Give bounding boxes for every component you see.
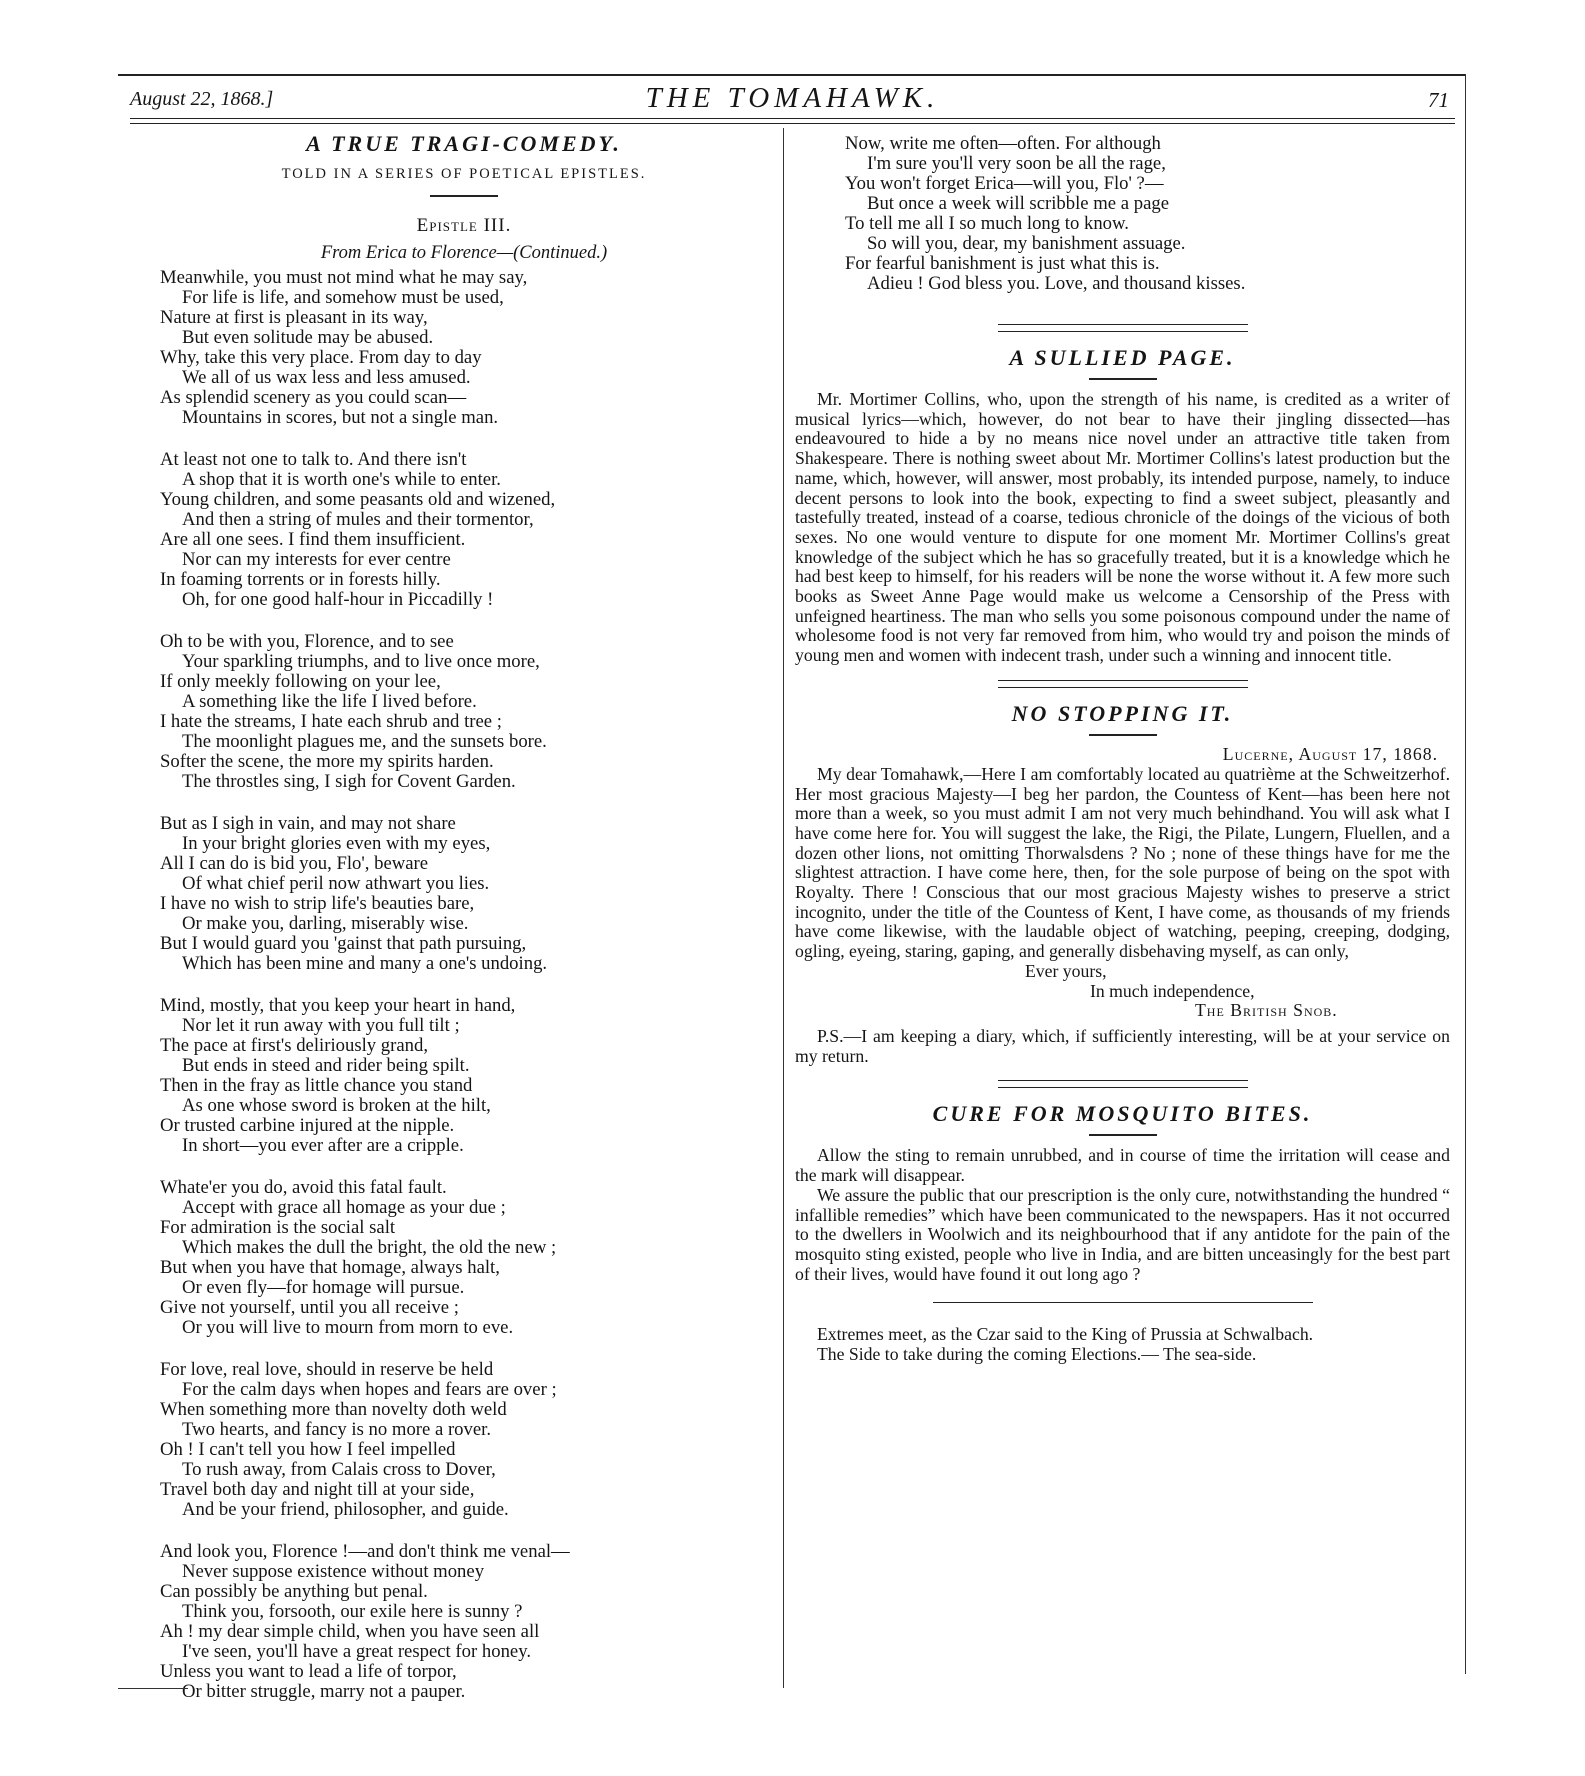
poem-line: But ends in steed and rider being spilt. bbox=[182, 1055, 470, 1076]
poem-stanza bbox=[160, 996, 768, 1156]
poem-stanza bbox=[160, 814, 768, 974]
poem-line: To tell me all I so much long to know. bbox=[845, 213, 1129, 234]
paragraph: My dear Tomahawk,—Here I am comfortably located au quatrième at the Schweitzerhof. Her most gracious Majesty—I beg her pardon, the Countess of Kent—has been here not more than a week, so you must admit I am not very much behindhand. You will ask what I have come here for. You will suggest the lake, the Rigi, the Pilate, Lungern, Fluellen, and a dozen other lions, not omitting Thorwalsdens ? No ; none of these things have for me the slightest attraction. I have come here, then, for the sole purpose of being on the spot with Royalty. There ! Conscious that our most gracious Majesty wishes to preserve a strict incognito, under the title of the Countess of Kent, I have come, as thousands of my friends have come likewise, with the laudable object of watching, peeping, creeping, dodging, ogling, eyeing, staring, gaping, and generally disbehaving myself, as can only, bbox=[795, 763, 1450, 962]
masthead bbox=[130, 82, 1455, 116]
poem-stanza bbox=[160, 1360, 768, 1520]
poem-ending bbox=[845, 134, 1450, 294]
poem-line: For fearful banishment is just what this is. bbox=[845, 253, 1160, 274]
poem-line: In your bright glories even with my eyes, bbox=[182, 833, 491, 854]
header-rule bbox=[130, 118, 1455, 119]
poem-line: Which has been mine and many a one's undoing. bbox=[182, 953, 548, 974]
title-rule bbox=[1089, 734, 1157, 736]
section-title-no-stopping-it: NO STOPPING IT. bbox=[1011, 700, 1234, 726]
poem-line: When something more than novelty doth weld bbox=[160, 1399, 507, 1420]
section-divider bbox=[998, 1080, 1248, 1088]
section-title-mosquito: CURE FOR MOSQUITO BITES. bbox=[932, 1101, 1313, 1127]
issue-date: August 22, 1868.] bbox=[130, 88, 274, 110]
poem-line: But even solitude may be abused. bbox=[182, 327, 434, 348]
letter-dateline: Lucerne, August 17, 1868. bbox=[1222, 743, 1438, 764]
letter-signature: The British Snob. bbox=[1195, 1000, 1338, 1021]
poem-line: Of what chief peril now athwart you lies. bbox=[182, 873, 490, 894]
letter-closing: In much independence, bbox=[1090, 980, 1255, 1001]
poem-line: I hate the streams, I hate each shrub and tree ; bbox=[160, 711, 502, 732]
letter-postscript bbox=[795, 1027, 1450, 1066]
epistle-subheading: From Erica to Florence—(Continued.) bbox=[320, 243, 608, 263]
poem-line: Think you, forsooth, our exile here is sunny ? bbox=[182, 1601, 523, 1622]
poem-line: But I would guard you 'gainst that path pursuing, bbox=[160, 933, 527, 954]
section-divider bbox=[998, 680, 1248, 688]
poem-line: Meanwhile, you must not mind what he may say, bbox=[160, 267, 528, 288]
poem-line: So will you, dear, my banishment assuage. bbox=[867, 233, 1186, 254]
epistle-heading: Epistle III. bbox=[416, 215, 512, 236]
poem-line: Ah ! my dear simple child, when you have seen all bbox=[160, 1621, 540, 1642]
poem-line: Adieu ! God bless you. Love, and thousand kisses. bbox=[867, 273, 1246, 294]
poem-stanza bbox=[160, 632, 768, 792]
header-rule bbox=[130, 123, 1455, 124]
poem-line: Are all one sees. I find them insufficient. bbox=[160, 529, 466, 550]
poem-line: We all of us wax less and less amused. bbox=[182, 367, 471, 388]
poem-line: Your sparkling triumphs, and to live once more, bbox=[182, 651, 540, 672]
poem-line: And look you, Florence !—and don't think me venal— bbox=[160, 1541, 570, 1562]
poem-line: Nor let it run away with you full tilt ; bbox=[182, 1015, 460, 1036]
column-divider bbox=[783, 128, 784, 1688]
poem-line: Whate'er you do, avoid this fatal fault. bbox=[160, 1177, 447, 1198]
poem-line: Travel both day and night till at your side, bbox=[160, 1479, 475, 1500]
right-margin-rule bbox=[1465, 74, 1466, 1674]
poem-line: Never suppose existence without money bbox=[182, 1561, 485, 1582]
poem-line: The moonlight plagues me, and the sunsets bore. bbox=[182, 731, 547, 752]
poem-line: Nature at first is pleasant in its way, bbox=[160, 307, 428, 328]
poem-line: To rush away, from Calais cross to Dover, bbox=[182, 1459, 496, 1480]
paragraph: Allow the sting to remain unrubbed, and in course of time the irritation will cease and the mark will disappear. bbox=[795, 1145, 1450, 1186]
article-sullied-page bbox=[795, 390, 1450, 666]
paragraph-extremes-meet: Extremes meet, as the Czar said to the King of Prussia at Schwalbach. bbox=[817, 1324, 1314, 1345]
poem-line: I've seen, you'll have a great respect for honey. bbox=[182, 1641, 532, 1662]
poem-line: And then a string of mules and their tormentor, bbox=[182, 509, 534, 530]
article-mosquito bbox=[795, 1146, 1450, 1284]
poem-line: I'm sure you'll very soon be all the rage, bbox=[867, 153, 1166, 174]
title-rule bbox=[1089, 378, 1157, 380]
poem-line: If only meekly following on your lee, bbox=[160, 671, 441, 692]
poem-line: For love, real love, should in reserve be held bbox=[160, 1359, 494, 1380]
poem-line: You won't forget Erica—will you, Flo' ?— bbox=[845, 173, 1164, 194]
poem bbox=[160, 268, 768, 1702]
paragraphs-short-items bbox=[795, 1325, 1450, 1364]
poem-stanza bbox=[160, 1542, 768, 1702]
poem-line: As splendid scenery as you could scan— bbox=[160, 387, 467, 408]
poem-line: And be your friend, philosopher, and guide. bbox=[182, 1499, 509, 1520]
poem-line: As one whose sword is broken at the hilt, bbox=[182, 1095, 491, 1116]
poem-line: Or you will live to mourn from morn to eve. bbox=[182, 1317, 514, 1338]
paragraph: P.S.—I am keeping a diary, which, if sufficiently interesting, will be at your service on my return. bbox=[795, 1025, 1450, 1066]
poem-line: Then in the fray as little chance you stand bbox=[160, 1075, 473, 1096]
poem-line: Oh to be with you, Florence, and to see bbox=[160, 631, 454, 652]
poem-line: For the calm days when hopes and fears are over ; bbox=[182, 1379, 557, 1400]
poem-line: I have no wish to strip life's beauties bare, bbox=[160, 893, 475, 914]
poem-line: Oh, for one good half-hour in Piccadilly ! bbox=[182, 589, 494, 610]
poem-line: Or trusted carbine injured at the nipple. bbox=[160, 1115, 455, 1136]
poem-line: Nor can my interests for ever centre bbox=[182, 549, 451, 570]
poem-line: All I can do is bid you, Flo', beware bbox=[160, 853, 429, 874]
letter-closing: Ever yours, bbox=[1025, 960, 1107, 981]
right-column bbox=[795, 130, 1450, 1365]
poem-line: The throstles sing, I sigh for Covent Garden. bbox=[182, 771, 516, 792]
poem-line: But when you have that homage, always halt, bbox=[160, 1257, 500, 1278]
poem-line: Which makes the dull the bright, the old the new ; bbox=[182, 1237, 557, 1258]
title-rule bbox=[430, 195, 498, 197]
poem-line: Why, take this very place. From day to day bbox=[160, 347, 482, 368]
paragraph: Mr. Mortimer Collins, who, upon the strength of his name, is credited as a writer of musical lyrics—which, however, do not bear to have their jingling dissected—has endeavoured to hide a by no means nice novel under an attractive title taken from Shakespeare. There is nothing sweet about Mr. Mortimer Collins's latest production but the name, which, however, will answer, most probably, its intended purpose, namely, to induce decent persons to look into the book, expecting to find a sweet subject, pleasantly and tastefully treated, instead of a coarse, tedious chronicle of the doings of the vicious of both sexes. No one would venture to dispute for one moment Mr. Mortimer Collins's great knowledge of the subject which he has so gracefully treated, but it is a knowledge which he had best keep to himself, for his readers will be none the worse without it. A few more such books as Sweet Anne Page would make us welcome a Censorship of the Press with unfeigned heartiness. The man who sells you some poisonous compound under the name of wholesome food is not very far removed from him, who would try and poison the minds of young men and women with indecent trash, under such a winning and innocent title. bbox=[795, 389, 1450, 666]
page-number: 71 bbox=[1428, 88, 1449, 112]
poem-line: A shop that it is worth one's while to enter. bbox=[182, 469, 501, 490]
poem-line: Or make you, darling, miserably wise. bbox=[182, 913, 469, 934]
poem-line: Or bitter struggle, marry not a pauper. bbox=[182, 1681, 466, 1702]
poem-line: The pace at first's deliriously grand, bbox=[160, 1035, 429, 1056]
left-column bbox=[160, 130, 768, 1702]
poem-line: For life is life, and somehow must be used, bbox=[182, 287, 504, 308]
article-no-stopping-it bbox=[795, 765, 1450, 962]
publication-title: THE TOMAHAWK. bbox=[645, 82, 940, 114]
poem-line: Accept with grace all homage as your due ; bbox=[182, 1197, 506, 1218]
poem-line: For admiration is the social salt bbox=[160, 1217, 396, 1238]
poem-line: Unless you want to lead a life of torpor, bbox=[160, 1661, 457, 1682]
top-rule bbox=[118, 74, 1466, 76]
poem-stanza bbox=[160, 1178, 768, 1338]
poem-line: Mind, mostly, that you keep your heart in hand, bbox=[160, 995, 516, 1016]
poem-line: In short—you ever after are a cripple. bbox=[182, 1135, 464, 1156]
poem-line: But as I sigh in vain, and may not share bbox=[160, 813, 456, 834]
poem-line: A something like the life I lived before. bbox=[182, 691, 477, 712]
article-title: A TRUE TRAGI-COMEDY. bbox=[306, 131, 622, 156]
poem-line: Two hearts, and fancy is no more a rover. bbox=[182, 1419, 492, 1440]
poem-line: Softer the scene, the more my spirits harden. bbox=[160, 751, 494, 772]
poem-line: Or even fly—for homage will pursue. bbox=[182, 1277, 465, 1298]
poem-line: Young children, and some peasants old and wizened, bbox=[160, 489, 556, 510]
poem-line: Now, write me often—often. For although bbox=[845, 133, 1161, 154]
poem-line: At least not one to talk to. And there isn't bbox=[160, 449, 467, 470]
poem-stanza bbox=[160, 450, 768, 610]
section-divider bbox=[998, 324, 1248, 332]
poem-line: Oh ! I can't tell you how I feel impelled bbox=[160, 1439, 456, 1460]
poem-line: Mountains in scores, but not a single man. bbox=[182, 407, 499, 428]
poem-line: In foaming torrents or in forests hilly. bbox=[160, 569, 441, 590]
poem-line: But once a week will scribble me a page bbox=[867, 193, 1170, 214]
paragraph-side-to-take: The Side to take during the coming Elections.— The sea-side. bbox=[817, 1344, 1257, 1365]
section-title-sullied-page: A SULLIED PAGE. bbox=[1009, 345, 1236, 370]
article-subtitle: TOLD IN A SERIES OF POETICAL EPISTLES. bbox=[281, 166, 647, 182]
poem-stanza bbox=[160, 268, 768, 428]
bottom-rule bbox=[118, 1688, 188, 1689]
paragraph: We assure the public that our prescription is the only cure, notwithstanding the hundred “ infallible remedies” which have been communicated to the newspapers. Has it not occurred to the dwellers in Woolwich and its neighbourhood that if any antidote for the pain of the mosquito sting existed, people who live in India, and are bitten unceasingly for the best part of their lives, would have found it out long ago ? bbox=[795, 1184, 1450, 1284]
poem-stanza bbox=[845, 134, 1450, 294]
poem-line: Can possibly be anything but penal. bbox=[160, 1581, 428, 1602]
poem-line: Give not yourself, until you all receive ; bbox=[160, 1297, 459, 1318]
title-rule bbox=[1089, 1134, 1157, 1136]
